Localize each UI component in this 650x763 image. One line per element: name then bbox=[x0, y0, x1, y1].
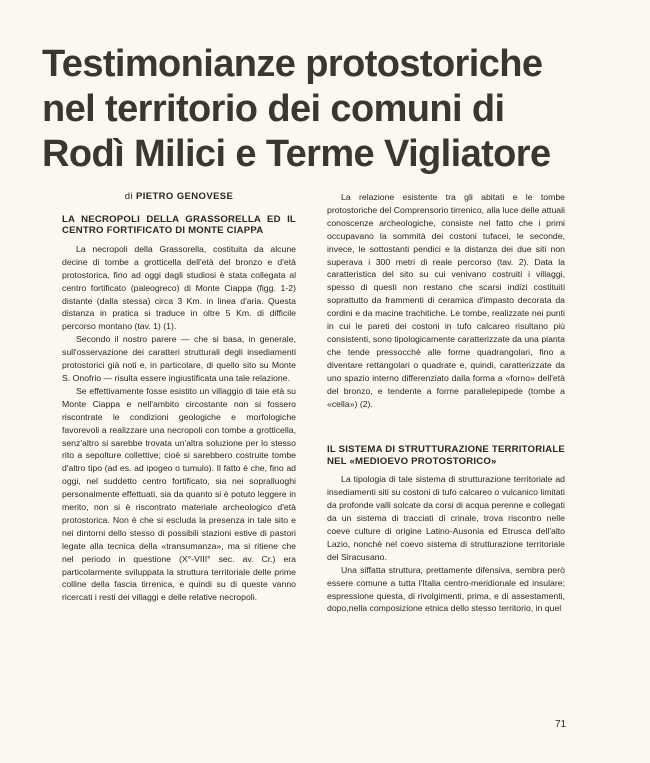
left-column bbox=[62, 191, 296, 604]
byline bbox=[62, 191, 296, 204]
article-title bbox=[42, 42, 622, 177]
paragraph: Secondo il nostro parere — che si basa, in generale, sull'osservazione dei caratteri strutturali degli insediamenti protostorici già noti e, in particolare, di quello sito su Monte S. Onofrio — risulta essere ingiustificata una tale relazione. bbox=[62, 334, 296, 383]
paragraph: Se effettivamente fosse esistito un villaggio di taie età su Monte Ciappa e nell'ambito circostante non si fossero riscontrate le condizioni geologiche e morfologiche favorevoli a realizzare una necropoli con tombe a grotticella, senz'altro si sarebbe trovata un'altra soluzione per lo stesso rito a sepolture collettive; cioè si sarebbero costruite tombe d'altro tipo (ad es. ad ipogeo o tumulo). Il fatto è che, fino ad oggi, nel suddetto centro fortificato, sia nei sopralluoghi personalmente effettuati, sia da quanto si è potuto leggere in merito, non si è riscontrato materiale archeologico d'età protostorica. Non è che si escluda la presenza in tale sito e nei dintorni dello stesso di possibili stazioni estive di pastori legate alla tecnica della «transumanza», ma si ritiene che nel periodo in questione (X°-VIII° sec. av. Cr.) era particolarmente sviluppata la struttura territoriale delle prime colline della fascia tirrenica, e quindi su di queste vanno ricercati i resti dei villaggi e delle relative necropoli. bbox=[62, 385, 296, 603]
title-line-1: Testimonianze protostoriche bbox=[42, 43, 543, 85]
author-name: PIETRO GENOVESE bbox=[135, 191, 234, 202]
page-number: 71 bbox=[555, 719, 567, 730]
paragraph: La tipologia di tale sistema di strutturazione territoriale ad insediamenti siti su costoni di tufo calcareo o vulcanico limitati da profonde valli solcate da corsi di acqua perenne e collegati da un sistema di tracciati di crinale, trova riscontro nelle coeve culture di origine Latino-Ausonia ed Etrusca dell'alto Lazio, nonchè nel coevo sistema di strutturazione territoriale del Siracusano. bbox=[327, 474, 565, 562]
right-column bbox=[327, 191, 565, 615]
title-line-2: nel territorio dei comuni di bbox=[42, 88, 505, 130]
paragraph: La relazione esistente tra gli abitati e le tombe protostoriche del Comprensorio tirrenico, alla luce delle attuali conoscenze archeologiche, consiste nel fatto che i primi occupavano la sommità dei costoni tufacei, le seconde, invece, le sottostanti pendici e la distanza dei due siti non superava i 300 metri di reale percorso (tav. 2). Data la caratteristica del sito su cui venivano costruiti i villaggi, spesso di questi non restano che scarsi indizi costituiti soprattutto da frammenti di ceramica d'impasto decorata da cordini e da macine trachitiche. Le tombe, realizzate nei punti in cui le pareti dei costoni in tufo calcareo risultano più consistenti, sono tipologicamente caratterizzate da una pianta che tende pressocchè alle forme quadrangolari, fino a diventare rettangolari o quadrate e, quindi, caratterizzate da uno spazio interno differenziato dalla forma a «forno» dell'età del bronzo, e tendente a forme parallelepipede (tombe a «cella») (2). bbox=[327, 192, 565, 409]
paragraph: La necropoli della Grassorella, costituita da alcune decine di tombe a grotticella dell'età del bronzo e d'età protostorica, fino ad oggi dagli studiosi è stata collegata al centro fortificato (paleogreco) di Monte Ciappa (figg. 1-2) distante (dalla stessa) circa 3 Km. in linea d'aria. Questa distanza in pratica si traduce in oltre 5 Km. di difficile percorso montano (tav. 1) (1). bbox=[62, 243, 296, 332]
section-heading-sistema: IL SISTEMA DI STRUTTURAZIONE TERRITORIALE NEL «MEDIOEVO PROTOSTORICO» bbox=[327, 444, 565, 467]
title-line-3: Rodì Milici e Terme Vigliatore bbox=[42, 133, 551, 175]
section-gap bbox=[327, 410, 565, 444]
section-heading-necropoli: LA NECROPOLI DELLA GRASSORELLA ED IL CENTRO FORTIFICATO DI MONTE CIAPPA bbox=[62, 213, 296, 237]
byline-prefix: di bbox=[124, 191, 133, 202]
paragraph: Una siffatta struttura, prettamente difensiva, sembra però essere comune a tutta l'Italia centro-meridionale ed insulare; espressione questa, di rivolgimenti, prima, e di assestamenti, dopo,nella composizione etnica dello stesso territorio, in quel bbox=[327, 564, 565, 614]
